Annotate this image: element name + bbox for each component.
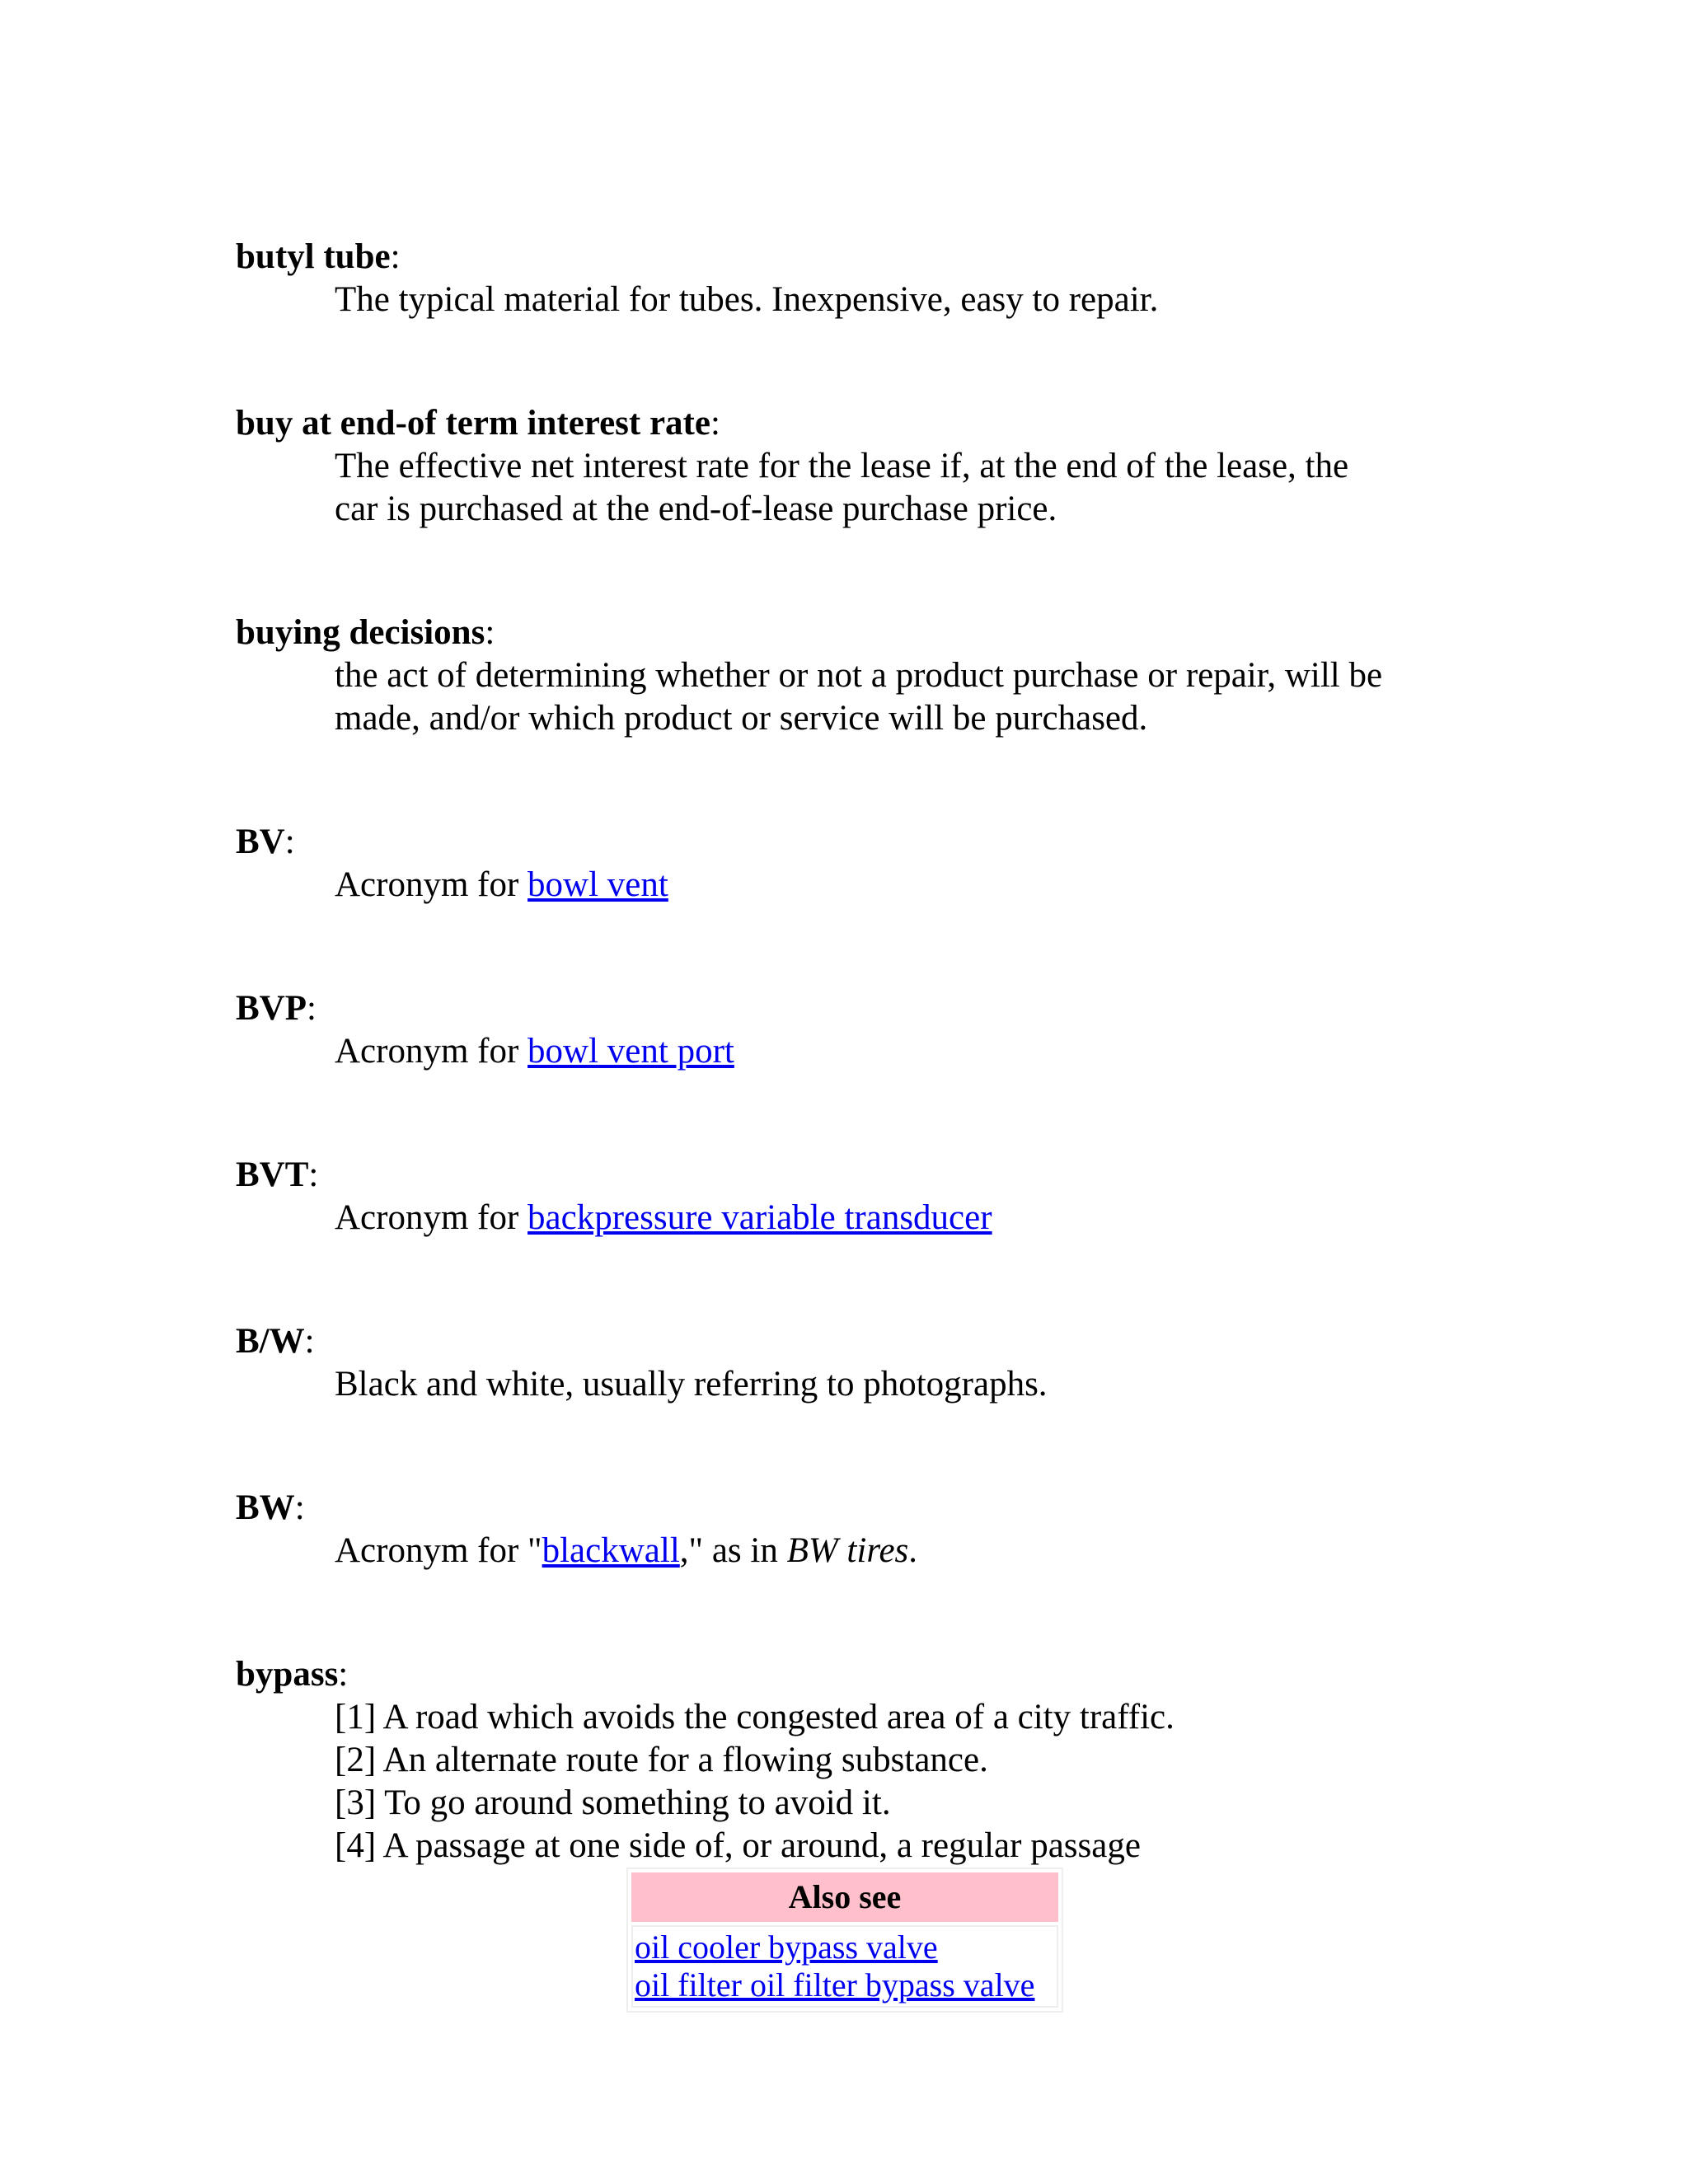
term-colon: :: [284, 823, 295, 861]
term-colon: :: [710, 404, 720, 443]
definition-prefix: Acronym for: [335, 1198, 528, 1237]
definition-prefix: Acronym for: [335, 865, 528, 904]
also-see-header: Also see: [631, 1872, 1058, 1922]
also-see-links-cell: [631, 1925, 1058, 2008]
definition-line: [335, 1530, 1472, 1572]
term: buy at end-of term interest rate: [236, 404, 710, 443]
link-blackwall[interactable]: blackwall: [542, 1531, 680, 1570]
definition-line: made, and/or which product or service will be purchased.: [335, 699, 1148, 738]
term: buying decisions: [236, 613, 485, 652]
definition-line: The typical material for tubes. Inexpensive, easy to repair.: [335, 280, 1159, 319]
definition-line: [335, 1030, 1472, 1073]
definition: [335, 1530, 1472, 1572]
term-line: [236, 1653, 1472, 1696]
glossary-entry: [236, 402, 1472, 531]
glossary-entry: [236, 236, 1472, 321]
term: BV: [236, 823, 285, 861]
term: BVT: [236, 1155, 309, 1194]
definition-line: The effective net interest rate for the lease if, at the end of the lease, the: [335, 447, 1349, 485]
glossary-entry: [236, 612, 1472, 740]
also-see-header-row: [631, 1872, 1058, 1922]
term: BVP: [236, 989, 307, 1028]
definition-line: the act of determining whether or not a product purchase or repair, will be: [335, 656, 1383, 695]
glossary-entry: [236, 821, 1472, 907]
term-line: [236, 236, 1472, 279]
also-see-links-row: [631, 1925, 1058, 2008]
glossary-entry: [236, 987, 1472, 1073]
term: bypass: [236, 1655, 339, 1694]
definition-prefix: Acronym for ": [335, 1531, 542, 1570]
glossary-entry: [236, 1487, 1472, 1572]
definition: [335, 1197, 1472, 1240]
term-line: [236, 1154, 1472, 1197]
definition: [335, 1363, 1472, 1406]
glossary-entry: [236, 1653, 1472, 2013]
definition-prefix: Acronym for: [335, 1032, 528, 1071]
link-bowl-vent-port[interactable]: bowl vent port: [528, 1032, 734, 1071]
definition: [335, 654, 1472, 740]
term-colon: :: [308, 1155, 319, 1194]
term-line: [236, 1320, 1472, 1363]
term-colon: :: [338, 1655, 349, 1694]
definition-suffix: .: [908, 1531, 918, 1570]
link-oil-cooler-bypass-valve[interactable]: oil cooler bypass valve: [635, 1929, 938, 1966]
glossary-entry: [236, 1154, 1472, 1240]
definition-line: car is purchased at the end-of-lease purchase price.: [335, 490, 1057, 528]
definition-line: [335, 1197, 1472, 1240]
definition: [335, 445, 1472, 531]
definition: [335, 279, 1472, 321]
term: B/W: [236, 1322, 305, 1361]
link-bowl-vent[interactable]: bowl vent: [528, 865, 668, 904]
link-oil-filter-bypass-valve[interactable]: oil filter oil filter bypass valve: [635, 1966, 1035, 2004]
term: BW: [236, 1488, 295, 1527]
definition: [335, 1696, 1472, 1868]
term-colon: :: [307, 989, 316, 1028]
term-colon: :: [390, 237, 401, 276]
also-see-box: [626, 1868, 1472, 2013]
term-line: [236, 987, 1472, 1030]
glossary: [236, 236, 1472, 2013]
term-line: [236, 612, 1472, 654]
term-colon: :: [485, 613, 495, 652]
definition-line: [4] A passage at one side of, or around, a regular passage: [335, 1826, 1141, 1865]
definition-italic: BW tires: [786, 1531, 909, 1570]
definition-line: [2] An alternate route for a flowing substance.: [335, 1741, 988, 1779]
term-colon: :: [304, 1322, 315, 1361]
definition: [335, 1030, 1472, 1073]
definition-mid: ," as in: [679, 1531, 787, 1570]
definition-line: Black and white, usually referring to photographs.: [335, 1365, 1048, 1404]
definition-line: [3] To go around something to avoid it.: [335, 1783, 891, 1822]
definition-line: [335, 864, 1472, 907]
term: butyl tube: [236, 237, 391, 276]
glossary-entry: [236, 1320, 1472, 1406]
term-line: [236, 1487, 1472, 1530]
term-line: [236, 402, 1472, 445]
also-see-table: [626, 1868, 1063, 2013]
term-line: [236, 821, 1472, 864]
definition-line: [1] A road which avoids the congested area of a city traffic.: [335, 1698, 1175, 1736]
term-colon: :: [294, 1488, 305, 1527]
definition: [335, 864, 1472, 907]
link-backpressure-variable-transducer[interactable]: backpressure variable transducer: [528, 1198, 992, 1237]
